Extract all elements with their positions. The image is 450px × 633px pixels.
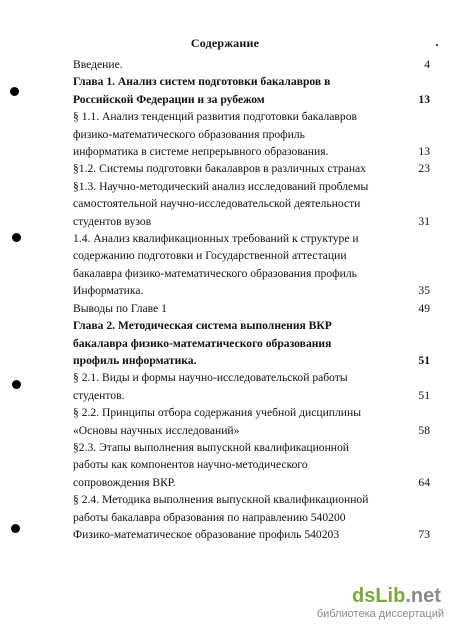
toc-entry (73, 56, 436, 73)
watermark-logo-main: dsLib (352, 585, 406, 607)
toc-entry-text: студентов вузов (73, 214, 152, 228)
watermark-tagline: библиотека диссертаций (316, 608, 444, 620)
toc-entry-text: самостоятельной научно-исследовательской деятельности (73, 197, 361, 211)
toc-entry-text: Выводы по Главе 1 (73, 301, 167, 315)
watermark-logo (352, 586, 444, 606)
toc-entry-text: § 1.1. Анализ тенденций развития подготовки бакалавров (73, 110, 357, 124)
toc-page-number: 4 (424, 58, 430, 71)
toc-page-number: 73 (418, 527, 430, 541)
toc-entry-text: Физико-математическое образование профиль 540203 (73, 527, 340, 541)
toc-entry-text: Российской Федерации и за рубежом (73, 92, 265, 106)
toc-entry-text: Глава 1. Анализ систем подготовки бакалавров в (73, 75, 331, 89)
toc-entry-text: Введение. (73, 58, 123, 71)
toc-page-number: 51 (418, 353, 430, 367)
table-of-contents (73, 56, 436, 543)
binder-hole-bottom (11, 524, 20, 533)
toc-entry-text: § 2.2. Принципы отбора содержания учебной дисциплины (73, 406, 361, 420)
toc-entry-text: Глава 2. Методическая система выполнения ВКР (73, 319, 332, 333)
watermark-logo-suffix: .net (405, 585, 441, 607)
toc-entry (73, 160, 436, 177)
toc-entry-text: содержанию подготовки и Государственной аттестации (73, 249, 347, 263)
toc-entry (73, 178, 436, 230)
toc-entry-text: §1.3. Научно-методический анализ исследований проблемы (73, 179, 369, 193)
toc-entry-text: бакалавра физико-математического образования (73, 336, 332, 350)
watermark (316, 585, 444, 620)
toc-entry-text: бакалавра физико-математического образования профиль (73, 266, 357, 280)
toc-entry-text: работы бакалавра образования по направлению 540200 (73, 510, 346, 524)
toc-entry-text: профиль информатика. (73, 353, 197, 367)
toc-entry-text: § 2.4. Методика выполнения выпускной квалификационной (73, 493, 369, 507)
toc-entry-text: информатика в системе непрерывного образования. (73, 145, 329, 159)
toc-entry-text: § 2.1. Виды и формы научно-исследовательской работы (73, 371, 348, 385)
toc-entry-text: Информатика. (73, 284, 144, 298)
toc-page-number: 35 (418, 284, 430, 298)
toc-entry-text: физико-математического образования профиль (73, 127, 305, 141)
toc-entry-text: сопровождения ВКР. (73, 475, 176, 489)
toc-entry-text: 1.4. Анализ квалификационных требований к структуре и (73, 232, 359, 246)
toc-entry (73, 300, 436, 317)
toc-entry-text: §2.3. Этапы выполнения выпускной квалификационной (73, 440, 349, 454)
toc-page-number: 64 (418, 475, 430, 489)
toc-entry (73, 439, 436, 491)
toc-entry (73, 230, 436, 300)
toc-entry-text: студентов. (73, 388, 125, 402)
toc-page-number: 58 (418, 423, 430, 437)
toc-entry-text: §1.2. Системы подготовки бакалавров в различных странах (73, 162, 366, 176)
page-title: Содержание (190, 36, 260, 50)
toc-entry (73, 73, 436, 108)
toc-page-number: 23 (418, 162, 430, 176)
toc-entry (73, 369, 436, 404)
toc-page-number: 51 (418, 388, 430, 402)
toc-page-number: 13 (418, 145, 430, 159)
toc-entry (73, 404, 436, 439)
toc-entry (73, 317, 436, 369)
binder-hole-middle (12, 233, 21, 242)
toc-entry-text: «Основы научных исследований» (73, 423, 240, 437)
toc-page-number: 13 (418, 92, 430, 106)
binder-hole-lower (12, 380, 21, 389)
toc-page-number: 31 (418, 214, 430, 228)
toc-entry (73, 108, 436, 160)
binder-hole-top (10, 87, 19, 96)
toc-entry-text: работы как компонентов научно-методического (73, 458, 308, 472)
toc-entry (73, 491, 436, 543)
toc-page-number: 49 (418, 301, 430, 315)
